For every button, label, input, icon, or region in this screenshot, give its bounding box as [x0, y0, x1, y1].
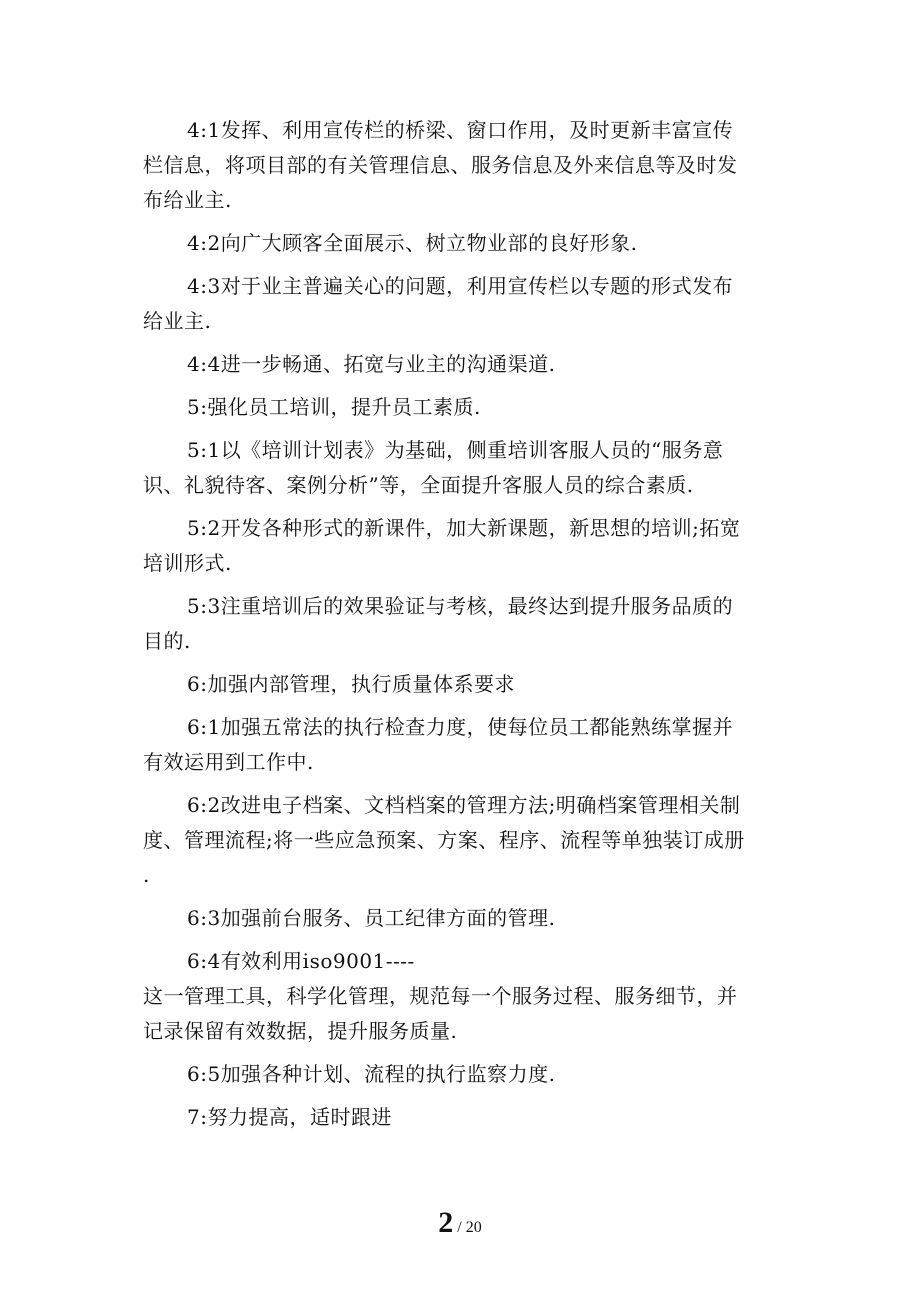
paragraph-line: 6:2改进电子档案、文档档案的管理方法;明确档案管理相关制 [187, 793, 741, 817]
paragraph-line: 5:3注重培训后的效果验证与考核，最终达到提升服务品质的 [187, 594, 734, 618]
paragraph-line: 6:加强内部管理，执行质量体系要求 [187, 672, 515, 696]
paragraph-p6 [143, 667, 783, 702]
paragraph-p4-3 [143, 269, 783, 339]
paragraph-p4-2 [143, 226, 783, 261]
paragraph-line: 记录保留有效数据，提升服务质量. [143, 1019, 458, 1043]
paragraph-line: 目的. [143, 629, 191, 653]
paragraph-line: 有效运用到工作中. [143, 750, 314, 774]
paragraph-line: 这一管理工具，科学化管理，规范每一个服务过程、服务细节，并 [143, 984, 738, 1008]
paragraph-p6-5 [143, 1057, 783, 1092]
paragraph-p4-4 [143, 347, 783, 382]
paragraph-p6-1 [143, 710, 783, 780]
paragraph-line: 7:努力提高，适时跟进 [187, 1105, 392, 1129]
paragraph-line: 4:1发挥、利用宣传栏的桥梁、窗口作用，及时更新丰富宣传 [187, 118, 734, 142]
paragraph-line: 4:4进一步畅通、拓宽与业主的沟通渠道. [187, 352, 556, 376]
paragraph-line: . [143, 863, 150, 887]
paragraph-line: 培训形式. [143, 551, 232, 575]
current-page: 2 [438, 1206, 454, 1239]
document-body [143, 113, 783, 1143]
paragraph-line: 6:1加强五常法的执行检查力度，使每位员工都能熟练掌握并 [187, 715, 734, 739]
paragraph-p6-3 [143, 901, 783, 936]
paragraph-p5-1 [143, 433, 783, 503]
paragraph-line: 给业主. [143, 309, 212, 333]
paragraph-p4-1 [143, 113, 783, 218]
paragraph-line: 5:2开发各种形式的新课件，加大新课题，新思想的培训;拓宽 [187, 516, 741, 540]
paragraph-line: 度、管理流程;将一些应急预案、方案、程序、流程等单独装订成册 [143, 828, 745, 852]
paragraph-line: 识、礼貌待客、案例分析”等，全面提升客服人员的综合素质. [143, 473, 694, 497]
paragraph-line: 6:3加强前台服务、员工纪律方面的管理. [187, 906, 556, 930]
paragraph-p7 [143, 1100, 783, 1135]
paragraph-line: 布给业主. [143, 188, 232, 212]
paragraph-p6-4 [143, 944, 783, 1049]
paragraph-line: 栏信息，将项目部的有关管理信息、服务信息及外来信息等及时发 [143, 153, 738, 177]
paragraph-p5-3 [143, 589, 783, 659]
paragraph-line: 5:强化员工培训，提升员工素质. [187, 395, 481, 419]
total-pages: 20 [465, 1219, 482, 1236]
paragraph-line: 6:4有效利用iso9001---- [187, 949, 415, 973]
paragraph-line: 4:3对于业主普遍关心的问题，利用宣传栏以专题的形式发布 [187, 274, 734, 298]
paragraph-line: 6:5加强各种计划、流程的执行监察力度. [187, 1062, 556, 1086]
paragraph-p6-2 [143, 788, 783, 893]
paragraph-p5 [143, 390, 783, 425]
page-separator: / [453, 1219, 466, 1236]
paragraph-line: 4:2向广大顾客全面展示、树立物业部的良好形象. [187, 231, 638, 255]
paragraph-p5-2 [143, 511, 783, 581]
paragraph-line: 5:1以《培训计划表》为基础，侧重培训客服人员的“服务意 [187, 438, 724, 462]
page-number [0, 1206, 920, 1240]
